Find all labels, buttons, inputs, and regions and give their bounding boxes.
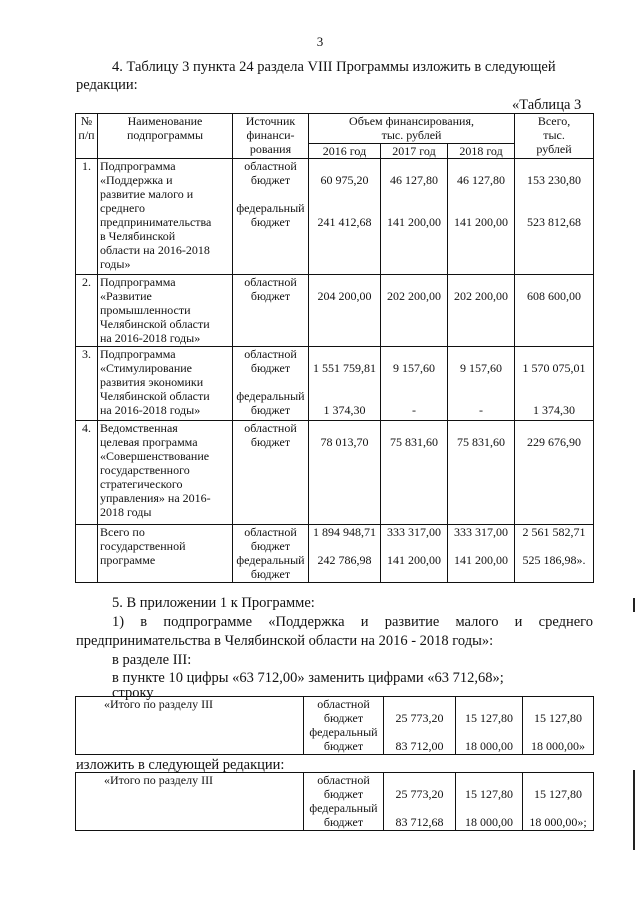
section-line: в разделе III: <box>112 652 192 668</box>
paragraph-4-line-2: редакции: <box>76 77 138 93</box>
new-row-table <box>75 772 594 831</box>
row-sources: областной бюджет федеральный бюджет <box>233 347 309 421</box>
header-year-2018: 2018 год <box>448 144 515 159</box>
header-name: Наименование подпрограммы <box>98 114 233 159</box>
row-num: 4. <box>76 421 98 525</box>
row-sources: областной бюджет федеральный бюджет <box>233 525 309 583</box>
row-label: «Итого по разделу III <box>76 697 304 755</box>
row-sources: областной бюджет федеральный бюджет <box>304 697 384 755</box>
row-2016: 1 551 759,81 1 374,30 <box>309 347 381 421</box>
row-sources: областной бюджет федеральный бюджет <box>304 773 384 831</box>
row-total: 608 600,00 <box>515 275 594 347</box>
row-col-3: 15 127,80 18 000,00»; <box>523 773 594 831</box>
table-row <box>76 275 594 347</box>
row-2018: 9 157,60 - <box>448 347 515 421</box>
point-10-line: в пункте 10 цифры «63 712,00» заменить цифрами «63 712,68»; <box>112 670 504 686</box>
row-2018: 333 317,00 141 200,00 <box>448 525 515 583</box>
row-name: Всего по государственной программе <box>98 525 233 583</box>
scan-edge-mark <box>633 770 635 850</box>
row-col-1: 25 773,20 83 712,00 <box>384 697 456 755</box>
row-2017: 9 157,60 - <box>381 347 448 421</box>
row-2016: 1 894 948,71 242 786,98 <box>309 525 381 583</box>
row-num: 1. <box>76 159 98 275</box>
header-year-2017: 2017 год <box>381 144 448 159</box>
row-sources: областной бюджет <box>233 421 309 525</box>
row-2018: 202 200,00 <box>448 275 515 347</box>
page-number: 3 <box>316 34 324 49</box>
paragraph-4-line-1: 4. Таблицу 3 пункта 24 раздела VIII Программы изложить в следующей <box>112 59 556 75</box>
header-total: Всего, тыс. рублей <box>515 114 594 159</box>
stroku-line: строку <box>112 685 154 701</box>
header-year-2016: 2016 год <box>309 144 381 159</box>
row-num: 2. <box>76 275 98 347</box>
row-2016: 60 975,20 241 412,68 <box>309 159 381 275</box>
table-row <box>76 773 594 831</box>
row-col-3: 15 127,80 18 000,00» <box>523 697 594 755</box>
row-2018: 75 831,60 <box>448 421 515 525</box>
row-name: Подпрограмма «Развитие промышленности Челябинской области на 2016-2018 годы» <box>98 275 233 347</box>
row-2017: 75 831,60 <box>381 421 448 525</box>
header-num: № п/п <box>76 114 98 159</box>
row-2017: 202 200,00 <box>381 275 448 347</box>
header-source: Источник финанси- рования <box>233 114 309 159</box>
row-total: 153 230,80 523 812,68 <box>515 159 594 275</box>
row-col-2: 15 127,80 18 000,00 <box>456 773 523 831</box>
row-num: 3. <box>76 347 98 421</box>
row-total: 229 676,90 <box>515 421 594 525</box>
row-col-2: 15 127,80 18 000,00 <box>456 697 523 755</box>
table-row <box>76 421 594 525</box>
table-row <box>76 697 594 755</box>
row-name: Подпрограмма «Поддержка и развитие малого и среднего предпринимательства в Челябинской области на 2016-2018 годы» <box>98 159 233 275</box>
row-2016: 78 013,70 <box>309 421 381 525</box>
row-total: 2 561 582,71 525 186,98». <box>515 525 594 583</box>
table-row <box>76 347 594 421</box>
paragraph-5: 5. В приложении 1 к Программе: <box>112 595 315 611</box>
table-row-total <box>76 525 594 583</box>
row-num <box>76 525 98 583</box>
row-col-1: 25 773,20 83 712,68 <box>384 773 456 831</box>
financing-table <box>75 113 594 583</box>
row-sources: областной бюджет федеральный бюджет <box>233 159 309 275</box>
row-total: 1 570 075,01 1 374,30 <box>515 347 594 421</box>
row-name: Ведомственная целевая программа «Совершенствование государственного стратегического управления» на 2016- 2018 годы <box>98 421 233 525</box>
row-name: Подпрограмма «Стимулирование развития экономики Челябинской области на 2016-2018 годы» <box>98 347 233 421</box>
row-label: «Итого по разделу III <box>76 773 304 831</box>
row-2018: 46 127,80 141 200,00 <box>448 159 515 275</box>
scan-edge-mark <box>633 598 635 612</box>
header-volume: Объем финансирования, тыс. рублей <box>309 114 515 144</box>
table-row <box>76 159 594 275</box>
replace-line: изложить в следующей редакции: <box>76 757 285 773</box>
table-caption: «Таблица 3 <box>512 97 582 113</box>
row-2017: 333 317,00 141 200,00 <box>381 525 448 583</box>
row-2017: 46 127,80 141 200,00 <box>381 159 448 275</box>
paragraph-5-1-line-2: предпринимательства в Челябинской области на 2016 - 2018 годы»: <box>76 633 494 649</box>
row-sources: областной бюджет <box>233 275 309 347</box>
old-row-table <box>75 696 594 755</box>
paragraph-5-1-line-1: 1) в подпрограмме «Поддержка и развитие малого и среднего <box>112 614 593 630</box>
row-2016: 204 200,00 <box>309 275 381 347</box>
